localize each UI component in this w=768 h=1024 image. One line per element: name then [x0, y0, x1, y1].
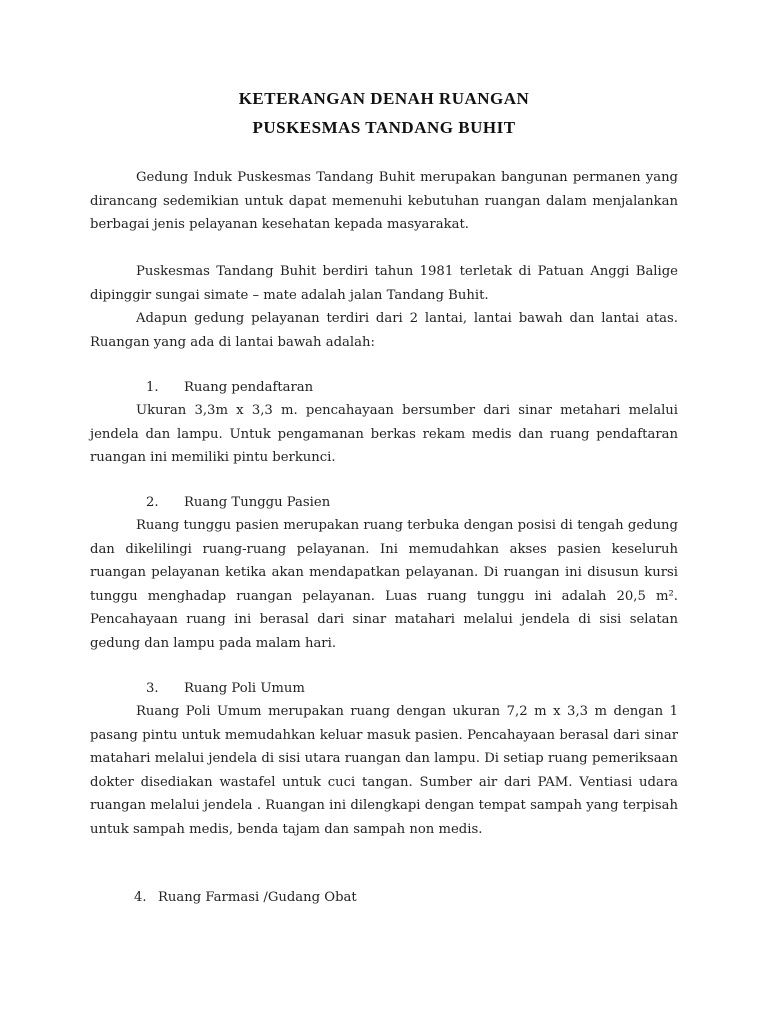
section-number: 4. [134, 890, 147, 905]
intro-paragraph-3: Adapun gedung pelayanan terdiri dari 2 lantai, lantai bawah dan lantai atas. Ruangan yang ada di lantai bawah adalah: [90, 311, 678, 350]
section-number: 3. [146, 681, 159, 696]
document-subtitle: PUSKESMAS TANDANG BUHIT [252, 118, 516, 137]
intro-paragraph-2: Puskesmas Tandang Buhit berdiri tahun 1981 terletak di Patuan Anggi Balige dipinggir sungai simate – mate adalah jalan Tandang Buhit. [90, 264, 678, 303]
section-title: Ruang pendaftaran [184, 380, 314, 395]
section-heading-4 [134, 886, 357, 910]
section-title: Ruang Poli Umum [184, 681, 305, 696]
section-paragraph-3: Ruang Poli Umum merupakan ruang dengan ukuran 7,2 m x 3,3 m dengan 1 pasang pintu untuk memudahkan keluar masuk pasien. Pencahayaan berasal dari sinar matahari melalui jendela di sisi utara ruangan dan lampu. Di setiap ruang pemeriksaan dokter disediakan wastafel untuk cuci tangan. Sumber air dari PAM. Ventiasi udara ruangan melalui jendela . Ruangan ini dilengkapi dengan tempat sampah yang terpisah untuk sampah medis, benda tajam dan sampah non medis. [90, 704, 678, 837]
section-paragraph-2: Ruang tunggu pasien merupakan ruang terbuka dengan posisi di tengah gedung dan dikelilingi ruang-ruang pelayanan. Ini memudahkan akses pasien keseluruh ruangan pelayanan ketika akan mendapatkan pelayanan. Di ruangan ini disusun kursi tunggu menghadap ruangan pelayanan. Luas ruang tunggu ini adalah 20,5 m². Pencahayaan ruang ini berasal dari sinar matahari melalui jendela di sisi selatan gedung dan lampu pada malam hari. [90, 518, 678, 651]
section-heading-3 [146, 677, 305, 701]
section-number: 1. [146, 380, 159, 395]
section-title: Ruang Tunggu Pasien [184, 495, 331, 510]
section-number: 2. [146, 495, 159, 510]
section-heading-1 [146, 376, 313, 400]
intro-paragraph-1: Gedung Induk Puskesmas Tandang Buhit merupakan bangunan permanen yang dirancang sedemikian untuk dapat memenuhi kebutuhan ruangan dalam menjalankan berbagai jenis pelayanan kesehatan kepada masyarakat. [90, 170, 678, 233]
section-title: Ruang Farmasi /Gudang Obat [158, 890, 357, 905]
section-paragraph-1: Ukuran 3,3m x 3,3 m. pencahayaan bersumber dari sinar metahari melalui jendela dan lampu. Untuk pengamanan berkas rekam medis dan ruang pendaftaran ruangan ini memiliki pintu berkunci. [90, 403, 678, 466]
section-heading-2 [146, 491, 330, 515]
document-title: KETERANGAN DENAH RUANGAN [238, 89, 530, 108]
